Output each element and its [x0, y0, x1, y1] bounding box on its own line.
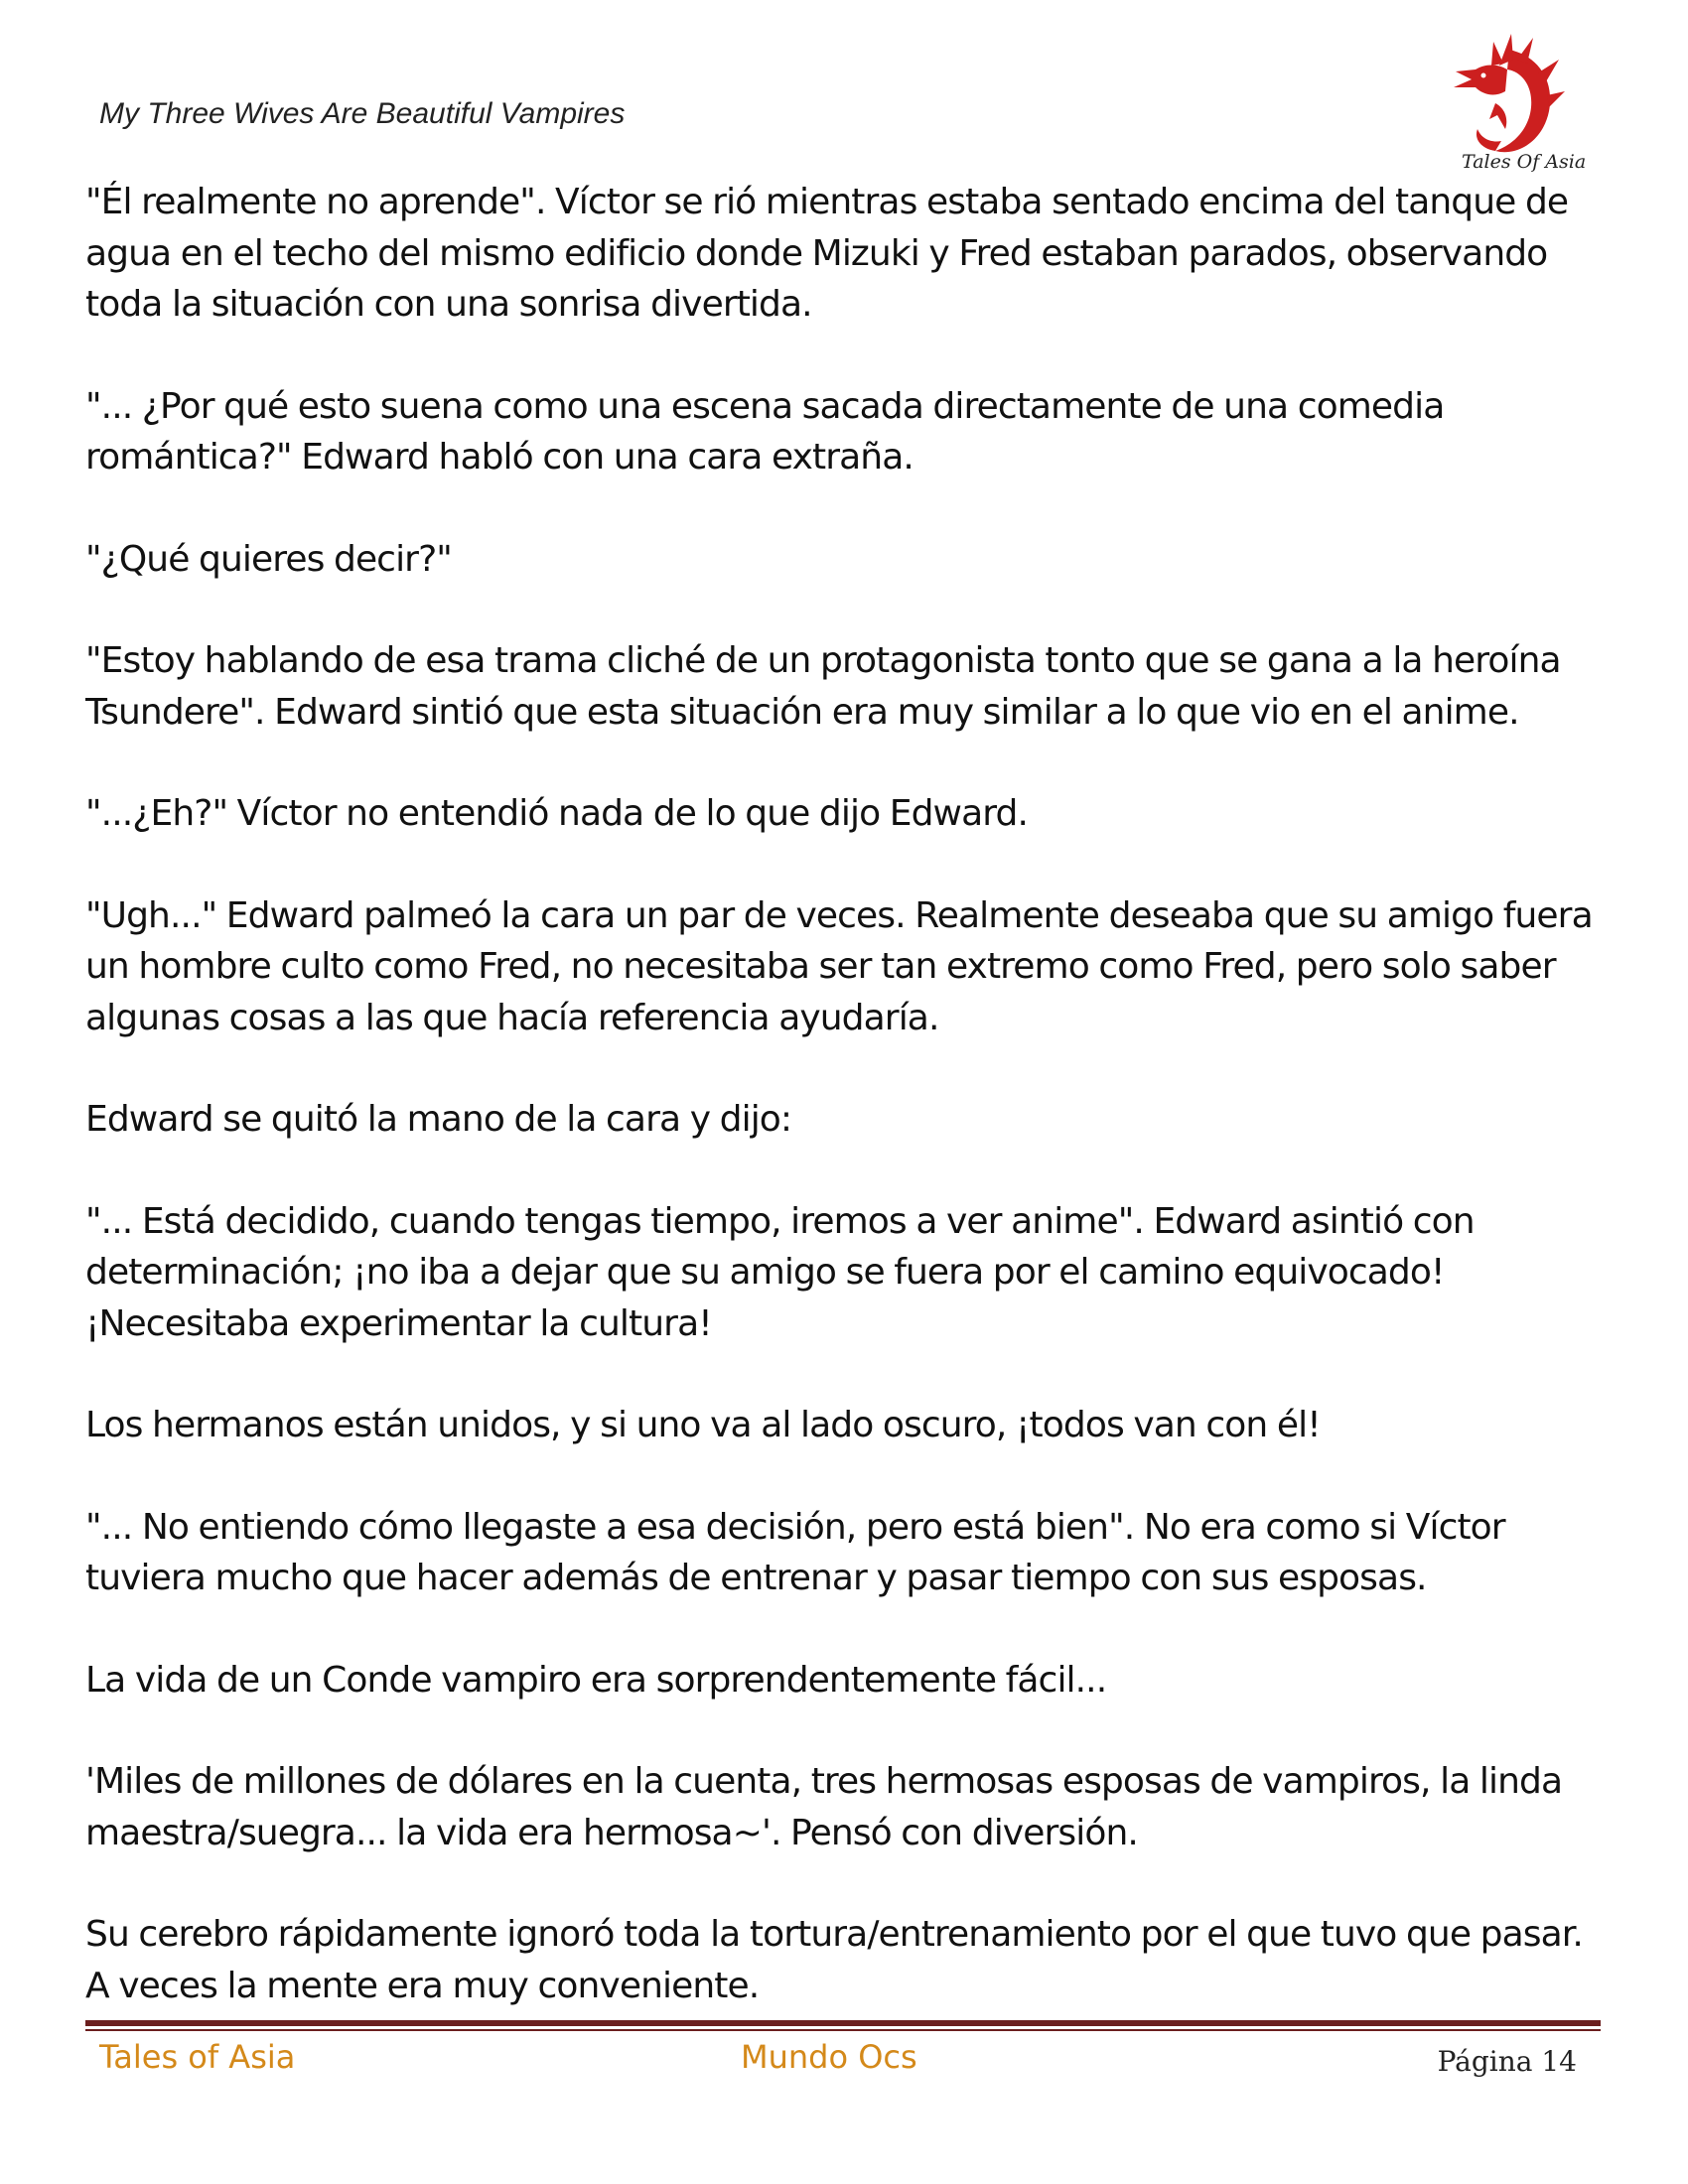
paragraph: La vida de un Conde vampiro era sorprendentemente fácil... [85, 1659, 1107, 1701]
paragraph: Su cerebro rápidamente ignoró toda la tortura/entrenamiento por el que tuvo que pasar. A veces la mente era muy conveniente. [85, 1914, 1583, 2006]
paragraph: "... Está decidido, cuando tengas tiempo, iremos a ver anime". Edward asintió con determinación; ¡no iba a dejar que su amigo se fuera por el camino equivocado! ¡Necesitaba experimentar la cultura! [85, 1200, 1475, 1344]
logo-text: Tales Of Asia [1462, 151, 1587, 173]
paragraph: "Ugh..." Edward palmeó la cara un par de veces. Realmente deseaba que su amigo fuera un hombre culto como Fred, no necesitaba ser tan extremo como Fred, pero solo saber algunas cosas a las que hacía referencia ayudaría. [85, 894, 1593, 1038]
footer-section-name: Mundo Ocs [741, 2038, 917, 2076]
document-body [85, 177, 1615, 2023]
paragraph: "¿Qué quieres decir?" [85, 538, 452, 580]
paragraph: Edward se quitó la mano de la cara y dijo: [85, 1099, 792, 1140]
footer-site-name: Tales of Asia [99, 2038, 296, 2076]
footer-rule-thin [85, 2029, 1601, 2031]
paragraph: 'Miles de millones de dólares en la cuenta, tres hermosas esposas de vampiros, la linda maestra/suegra... la vida era hermosa~'. Pensó con diversión. [85, 1761, 1563, 1853]
paragraph: "Él realmente no aprende". Víctor se rió mientras estaba sentado encima del tanque de agua en el techo del mismo edificio donde Mizuki y Fred estaban parados, observando toda la situación con una sonrisa divertida. [85, 182, 1569, 325]
paragraph: "Estoy hablando de esa trama cliché de un protagonista tonto que se gana a la heroína Tsundere". Edward sintió que esta situación era muy similar a lo que vio en el anime. [85, 640, 1561, 733]
page-number: Página 14 [1437, 2045, 1577, 2078]
paragraph: "... ¿Por qué esto suena como una escena sacada directamente de una comedia romántica?" Edward habló con una cara extraña. [85, 385, 1445, 478]
paragraph: Los hermanos están unidos, y si uno va al lado oscuro, ¡todos van con él! [85, 1405, 1321, 1445]
document-header-title: My Three Wives Are Beautiful Vampires [99, 97, 626, 130]
paragraph: "...¿Eh?" Víctor no entendió nada de lo que dijo Edward. [85, 793, 1029, 834]
footer-rule [85, 2020, 1601, 2026]
paragraph: "... No entiendo cómo llegaste a esa decisión, pero está bien". No era como si Víctor tuviera mucho que hacer además de entrenar y pasar tiempo con sus esposas. [85, 1506, 1505, 1598]
